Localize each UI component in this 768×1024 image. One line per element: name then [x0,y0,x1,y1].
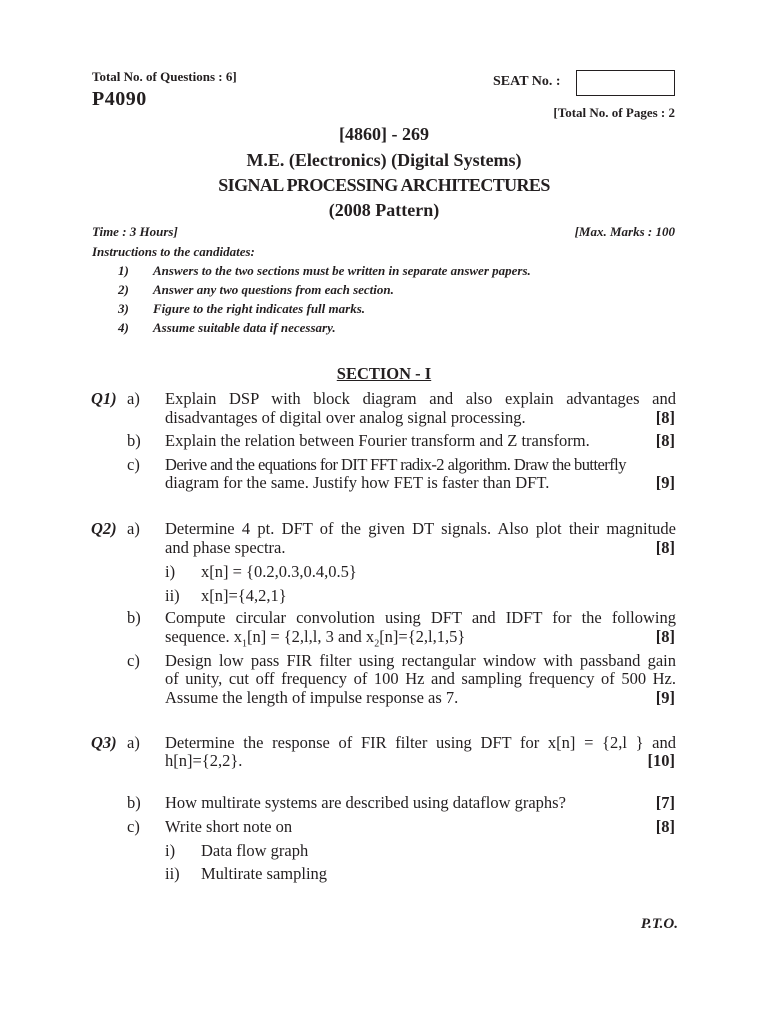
text-fragment: [n] = {2,l,l, 3 and x [246,627,375,646]
text-fragment: [n]={2,l,1,5} [379,627,466,646]
time-info: Time : 3 Hours] [92,224,178,239]
text-fragment: sequence. x [165,627,242,646]
subquestion-letter: a) [127,519,140,538]
item-text: Data flow graph [201,841,309,860]
subquestion-letter: b) [127,793,141,812]
question-label: Q1) [91,389,117,408]
exam-code: [4860] - 269 [339,124,429,144]
total-questions: Total No. of Questions : 6] [92,69,237,84]
subscript: 2 [374,638,380,650]
instruction-number: 4) [118,320,129,335]
subquestion-letter: c) [127,817,140,836]
total-pages: [Total No. of Pages : 2 [553,105,675,120]
item-number: i) [165,562,176,581]
marks: [10] [647,751,675,770]
page-turn-note: P.T.O. [640,916,678,932]
instruction-text: Figure to the right indicates full marks. [153,301,366,316]
instruction-number: 3) [118,301,129,316]
instruction-number: 2) [118,282,129,297]
pattern: (2008 Pattern) [328,200,440,220]
question-text: Explain the relation between Fourier transform and Z transform. [165,431,590,450]
question-text: h[n]={2,2}. [165,751,243,770]
max-marks: [Max. Marks : 100 [574,224,675,239]
item-text: x[n] = {0.2,0.3,0.4,0.5} [201,562,357,581]
seat-label: SEAT No. : [493,74,561,89]
subquestion-letter: a) [127,733,140,752]
question-text: disadvantages of digital over analog signal processing. [165,408,526,427]
subquestion-letter: b) [127,431,141,450]
instruction-number: 1) [118,263,129,278]
question-text: Design low pass FIR filter using rectangular window with passband gain [165,651,676,670]
question-text [165,627,465,649]
question-text: Compute circular convolution using DFT and IDFT for the following [165,608,676,627]
marks: [8] [655,408,675,427]
item-text: Multirate sampling [201,864,328,883]
subquestion-letter: a) [127,389,140,408]
question-text: diagram for the same. Justify how FET is faster than DFT. [165,473,550,492]
marks: [8] [655,627,675,646]
subquestion-letter: b) [127,608,141,627]
marks: [8] [655,431,675,450]
subquestion-letter: c) [127,651,140,670]
question-text: Explain DSP with block diagram and also explain advantages and [165,389,676,408]
section-title: SECTION - I [336,364,432,383]
question-text: How multirate systems are described using dataflow graphs? [165,793,566,812]
question-text: and phase spectra. [165,538,286,557]
instruction-text: Assume suitable data if necessary. [153,320,336,335]
subscript: 1 [241,638,247,650]
paper-code: P4090 [92,88,147,110]
subject-name: SIGNAL PROCESSING ARCHITECTURES [218,175,550,195]
seat-number-box[interactable] [576,70,675,96]
question-text: Determine the response of FIR filter using DFT for x[n] = {2,l } and [165,733,676,752]
item-number: ii) [165,864,180,883]
question-text: Write short note on [165,817,293,836]
marks: [7] [655,793,675,812]
question-label: Q2) [91,519,117,538]
question-text: Determine 4 pt. DFT of the given DT signals. Also plot their magnitude [165,519,676,538]
marks: [8] [655,817,675,836]
question-text: of unity, cut off frequency of 100 Hz and sampling frequency of 500 Hz. [165,669,676,688]
marks: [9] [655,688,675,707]
marks: [9] [655,473,675,492]
marks: [8] [655,538,675,557]
section-heading [0,364,768,384]
item-text: x[n]={4,2,1} [201,586,287,605]
subquestion-letter: c) [127,455,140,474]
question-text: Assume the length of impulse response as 7. [165,688,459,707]
instruction-text: Answer any two questions from each section. [153,282,394,297]
course-name: M.E. (Electronics) (Digital Systems) [246,150,522,170]
item-number: ii) [165,586,180,605]
instruction-text: Answers to the two sections must be written in separate answer papers. [153,263,531,278]
question-text: Derive and the equations for DIT FFT radix-2 algorithm. Draw the butterfly [165,455,626,474]
question-label: Q3) [91,733,117,752]
item-number: i) [165,841,176,860]
instructions-heading: Instructions to the candidates: [92,244,255,259]
